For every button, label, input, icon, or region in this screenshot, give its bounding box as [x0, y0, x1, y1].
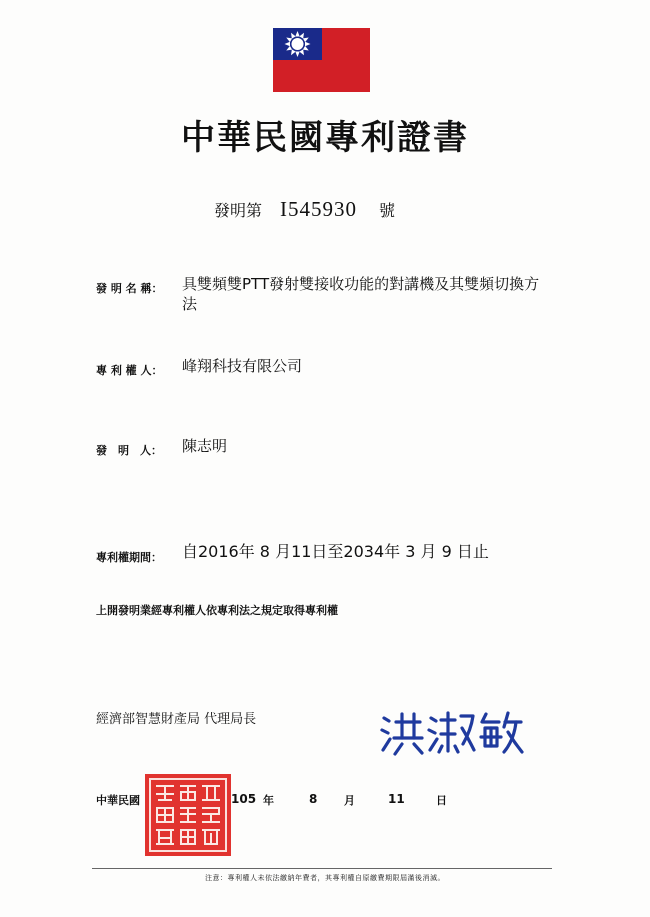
date-month: 8 — [309, 792, 318, 806]
patent-term-value: 自2016年 8 月11日至2034年 3 月 9 日止 — [182, 542, 489, 561]
patent-number-suffix: 號 — [379, 201, 396, 220]
patent-number: I545930 — [280, 197, 358, 221]
patent-term-label: 專利權期間： — [96, 551, 162, 564]
patentee-label: 專 利 權 人： — [96, 364, 163, 377]
date-month-unit: 月 — [344, 794, 355, 807]
grant-statement: 上開發明業經專利權人依專利法之規定取得專利權 — [96, 604, 338, 617]
roc-flag-icon — [273, 28, 370, 92]
director-signature — [378, 704, 528, 764]
patentee-value: 峰翔科技有限公司 — [182, 357, 303, 375]
footer-divider — [92, 868, 552, 869]
invention-name-label: 發 明 名 稱： — [96, 282, 163, 295]
issue-date — [96, 792, 456, 812]
invention-name-value: 具雙頻雙PTT發射雙接收功能的對講機及其雙頻切換方法 — [182, 275, 540, 313]
inventor-value: 陳志明 — [182, 437, 228, 455]
inventor-label: 發 明 人： — [96, 444, 162, 457]
flag-canton — [273, 28, 322, 60]
footer-note: 注意：專利權人未依法繳納年費者，其專利權自原繳費期限屆滿後消滅。 — [205, 874, 445, 882]
white-sun-icon — [273, 28, 322, 60]
date-day-unit: 日 — [436, 794, 447, 807]
date-day: 11 — [388, 792, 405, 806]
patent-number-prefix: 發明第 — [214, 201, 263, 220]
certificate-title: 中華民國專利證書 — [181, 118, 469, 158]
date-year: 105 — [231, 792, 257, 806]
patent-number-line — [214, 197, 395, 222]
issuing-office: 經濟部智慧財產局 代理局長 — [96, 712, 257, 727]
official-seal — [143, 772, 233, 858]
date-prefix: 中華民國 — [96, 794, 140, 807]
date-year-unit: 年 — [263, 794, 274, 807]
